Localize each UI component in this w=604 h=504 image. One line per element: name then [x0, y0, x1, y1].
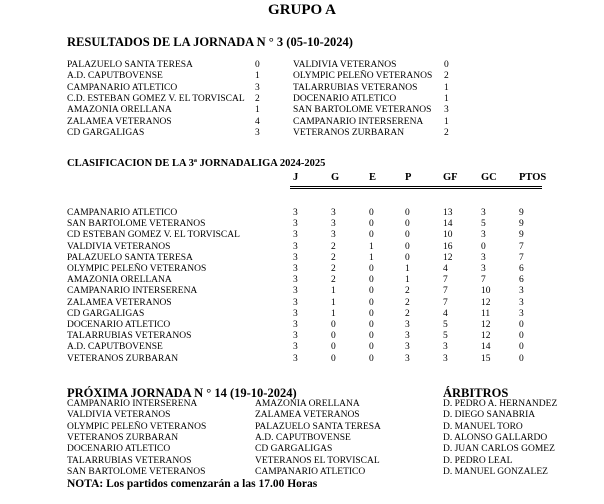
fixture-referee: D. MANUEL TORO	[443, 421, 523, 432]
standings-cell: 0	[369, 308, 374, 319]
result-team-away: CAMPANARIO INTERSERENA	[293, 116, 424, 127]
result-goals-away: 2	[444, 127, 449, 138]
standings-cell: 3	[519, 308, 524, 319]
standings-cell: 0	[369, 208, 374, 218]
fixture-home-team: VETERANOS ZURBARAN	[67, 432, 179, 443]
fixture-away-team: ZALAMEA VETERANOS	[255, 410, 360, 421]
next-round-heading: PRÓXIMA JORNADA N ° 14 (19-10-2024)	[67, 386, 297, 400]
standings-cell: 14	[443, 219, 453, 230]
standings-cell: 1	[405, 264, 410, 274]
standings-cell: 7	[443, 286, 448, 297]
result-team-away: TALARRUBIAS VETERANOS	[293, 82, 418, 93]
standings-cell: 3	[331, 219, 336, 230]
standings-cell: 0	[369, 331, 374, 342]
results-heading: RESULTADOS DE LA JORNADA N ° 3 (05-10-2024)	[67, 35, 353, 49]
standings-cell: 9	[519, 230, 524, 241]
standings-cell: 11	[481, 308, 491, 319]
result-team-home: CAMPANARIO ATLETICO	[67, 82, 178, 93]
standings-cell: 3	[293, 230, 298, 241]
standings-cell: 7	[443, 275, 448, 286]
result-team-home: PALAZUELO SANTA TERESA	[67, 60, 193, 70]
fixture-away-team: A.D. CAPUTBOVENSE	[255, 432, 351, 443]
standings-cell: 2	[331, 252, 336, 263]
fixture-home-team: SAN BARTOLOME VETERANOS	[67, 466, 206, 477]
result-goals-away: 0	[444, 60, 449, 70]
referees-heading: ÁRBITROS	[443, 386, 509, 400]
fixture-referee: D. PEDRO LEAL	[443, 455, 513, 466]
standings-cell: 3	[293, 342, 298, 353]
standings-cell: 12	[481, 320, 491, 330]
result-goals-home: 1	[255, 71, 260, 82]
standings-cell: 1	[369, 252, 374, 263]
standings-cell: 3	[519, 286, 524, 297]
standings-cell: 0	[331, 320, 336, 330]
standings-team: CD ESTEBAN GOMEZ V. EL TORVISCAL	[67, 230, 240, 241]
standings-cell: 3	[293, 264, 298, 274]
standings-cell: 12	[481, 331, 491, 342]
standings-column-header: P	[405, 172, 412, 183]
standings-cell: 0	[369, 353, 374, 364]
standings-team: VETERANOS ZURBARAN	[67, 353, 179, 364]
standings-cell: 2	[331, 275, 336, 286]
standings-cell: 3	[293, 252, 298, 263]
standings-team: AMAZONIA ORELLANA	[67, 275, 172, 286]
standings-team: DOCENARIO ATLETICO	[67, 320, 171, 330]
result-goals-away: 1	[444, 116, 449, 127]
standings-cell: 9	[519, 219, 524, 230]
standings-cell: 3	[481, 252, 486, 263]
standings-cell: 0	[405, 252, 410, 263]
standings-team: TALARRUBIAS VETERANOS	[67, 331, 192, 342]
fixture-home-team: VALDIVIA VETERANOS	[67, 410, 171, 421]
standings-cell: 1	[331, 286, 336, 297]
standings-cell: 2	[405, 286, 410, 297]
standings-cell: 5	[481, 219, 486, 230]
standings-cell: 14	[481, 342, 491, 353]
standings-cell: 0	[405, 241, 410, 252]
standings-cell: 0	[369, 286, 374, 297]
standings-cell: 3	[481, 230, 486, 241]
standings-cell: 6	[519, 275, 524, 286]
standings-cell: 0	[405, 208, 410, 218]
standings-cell: 0	[405, 230, 410, 241]
standings-cell: 3	[405, 320, 410, 330]
result-team-home: AMAZONIA ORELLANA	[67, 105, 172, 116]
standings-cell: 1	[405, 275, 410, 286]
page-title: GRUPO A	[268, 2, 336, 18]
standings-cell: 3	[293, 320, 298, 330]
standings-cell: 0	[369, 342, 374, 353]
standings-cell: 13	[443, 208, 453, 218]
standings-column-header: GC	[481, 172, 497, 183]
standings-cell: 0	[331, 342, 336, 353]
standings-cell: 5	[443, 331, 448, 342]
standings-cell: 2	[405, 297, 410, 308]
standings-cell: 1	[331, 308, 336, 319]
standings-team: CAMPANARIO ATLETICO	[67, 208, 178, 218]
standings-header-rule	[290, 186, 542, 189]
result-goals-away: 1	[444, 82, 449, 93]
standings-cell: 0	[369, 230, 374, 241]
standings-column-header: E	[369, 172, 377, 183]
result-team-away: OLYMPIC PELEÑO VETERANOS	[293, 71, 433, 82]
standings-cell: 3	[481, 264, 486, 274]
standings-team: SAN BARTOLOME VETERANOS	[67, 219, 206, 230]
fixture-referee: D. PEDRO A. HERNANDEZ	[443, 399, 558, 409]
standings-cell: 0	[369, 264, 374, 274]
standings-cell: 9	[519, 208, 524, 218]
result-team-home: CD GARGALIGAS	[67, 127, 145, 138]
standings-cell: 3	[405, 353, 410, 364]
standings-column-header: G	[331, 172, 340, 183]
result-goals-home: 1	[255, 105, 260, 116]
fixture-away-team: CD GARGALIGAS	[255, 444, 333, 455]
standings-cell: 0	[519, 320, 524, 330]
standings-cell: 0	[369, 219, 374, 230]
standings-cell: 3	[293, 331, 298, 342]
standings-cell: 3	[293, 208, 298, 218]
standings-cell: 3	[481, 208, 486, 218]
standings-cell: 3	[293, 275, 298, 286]
result-team-home: C.D. ESTEBAN GOMEZ V. EL TORVISCAL	[67, 93, 245, 104]
fixture-away-team: PALAZUELO SANTA TERESA	[255, 421, 381, 432]
standings-cell: 16	[443, 241, 453, 252]
result-team-away: VALDIVIA VETERANOS	[293, 60, 397, 70]
standings-cell: 3	[293, 308, 298, 319]
standings-cell: 3	[293, 297, 298, 308]
result-goals-home: 4	[255, 116, 260, 127]
fixture-home-team: TALARRUBIAS VETERANOS	[67, 455, 192, 466]
fixture-away-team: CAMPANARIO ATLETICO	[255, 466, 366, 477]
standings-cell: 1	[331, 297, 336, 308]
standings-team: A.D. CAPUTBOVENSE	[67, 342, 163, 353]
standings-cell: 1	[369, 241, 374, 252]
result-team-home: A.D. CAPUTBOVENSE	[67, 71, 163, 82]
standings-cell: 6	[519, 264, 524, 274]
standings-cell: 3	[405, 331, 410, 342]
standings-team: CD GARGALIGAS	[67, 308, 145, 319]
standings-cell: 2	[331, 264, 336, 274]
standings-cell: 10	[481, 286, 491, 297]
standings-team: PALAZUELO SANTA TERESA	[67, 252, 193, 263]
fixture-referee: D. ALONSO GALLARDO	[443, 432, 548, 443]
fixture-referee: D. MANUEL GONZALEZ	[443, 466, 548, 477]
standings-cell: 0	[405, 219, 410, 230]
result-goals-away: 3	[444, 105, 449, 116]
standings-cell: 3	[405, 342, 410, 353]
standings-cell: 3	[293, 241, 298, 252]
standings-cell: 0	[369, 275, 374, 286]
fixture-referee: D. JUAN CARLOS GOMEZ	[443, 444, 555, 455]
standings-cell: 4	[443, 308, 448, 319]
standings-cell: 0	[369, 297, 374, 308]
standings-cell: 3	[331, 208, 336, 218]
result-team-away: SAN BARTOLOME VETERANOS	[293, 105, 432, 116]
standings-cell: 5	[443, 320, 448, 330]
standings-cell: 3	[443, 342, 448, 353]
fixture-referee: D. DIEGO SANABRIA	[443, 410, 536, 421]
standings-column-header: J	[293, 172, 299, 183]
standings-team: VALDIVIA VETERANOS	[67, 241, 171, 252]
start-time-note: NOTA: Los partidos comenzarán a las 17.00 Horas	[67, 478, 318, 490]
result-goals-away: 2	[444, 71, 449, 82]
standings-cell: 3	[293, 286, 298, 297]
result-goals-home: 0	[255, 60, 260, 70]
result-team-away: VETERANOS ZURBARAN	[293, 127, 405, 138]
standings-cell: 7	[443, 297, 448, 308]
result-team-home: ZALAMEA VETERANOS	[67, 116, 172, 127]
standings-cell: 3	[519, 297, 524, 308]
standings-column-header: PTOS	[519, 172, 547, 183]
standings-cell: 3	[331, 230, 336, 241]
standings-team: ZALAMEA VETERANOS	[67, 297, 172, 308]
standings-team: CAMPANARIO INTERSERENA	[67, 286, 198, 297]
fixture-home-team: DOCENARIO ATLETICO	[67, 444, 171, 455]
standings-column-header: GF	[443, 172, 458, 183]
standings-cell: 3	[293, 219, 298, 230]
standings-cell: 7	[519, 252, 524, 263]
standings-cell: 4	[443, 264, 448, 274]
standings-cell: 0	[519, 353, 524, 364]
standings-cell: 12	[443, 252, 453, 263]
standings-cell: 15	[481, 353, 491, 364]
result-goals-home: 3	[255, 127, 260, 138]
result-goals-away: 1	[444, 93, 449, 104]
standings-cell: 0	[331, 353, 336, 364]
standings-heading: CLASIFICACION DE LA 3ª JORNADALIGA 2024-2025	[67, 158, 326, 169]
standings-cell: 12	[481, 297, 491, 308]
standings-cell: 2	[405, 308, 410, 319]
standings-cell: 0	[519, 331, 524, 342]
standings-cell: 7	[519, 241, 524, 252]
fixture-away-team: AMAZONIA ORELLANA	[255, 399, 360, 409]
result-goals-home: 3	[255, 82, 260, 93]
standings-cell: 10	[443, 230, 453, 241]
result-team-away: DOCENARIO ATLETICO	[293, 93, 397, 104]
standings-cell: 0	[369, 320, 374, 330]
result-goals-home: 2	[255, 93, 260, 104]
standings-cell: 0	[519, 342, 524, 353]
fixture-away-team: VETERANOS EL TORVISCAL	[255, 455, 380, 466]
standings-cell: 3	[443, 353, 448, 364]
standings-cell: 0	[331, 331, 336, 342]
standings-cell: 3	[293, 353, 298, 364]
fixture-home-team: CAMPANARIO INTERSERENA	[67, 399, 198, 409]
standings-team: OLYMPIC PELEÑO VETERANOS	[67, 264, 207, 274]
standings-cell: 0	[481, 241, 486, 252]
standings-cell: 2	[331, 241, 336, 252]
fixture-home-team: OLYMPIC PELEÑO VETERANOS	[67, 421, 207, 432]
standings-cell: 7	[481, 275, 486, 286]
